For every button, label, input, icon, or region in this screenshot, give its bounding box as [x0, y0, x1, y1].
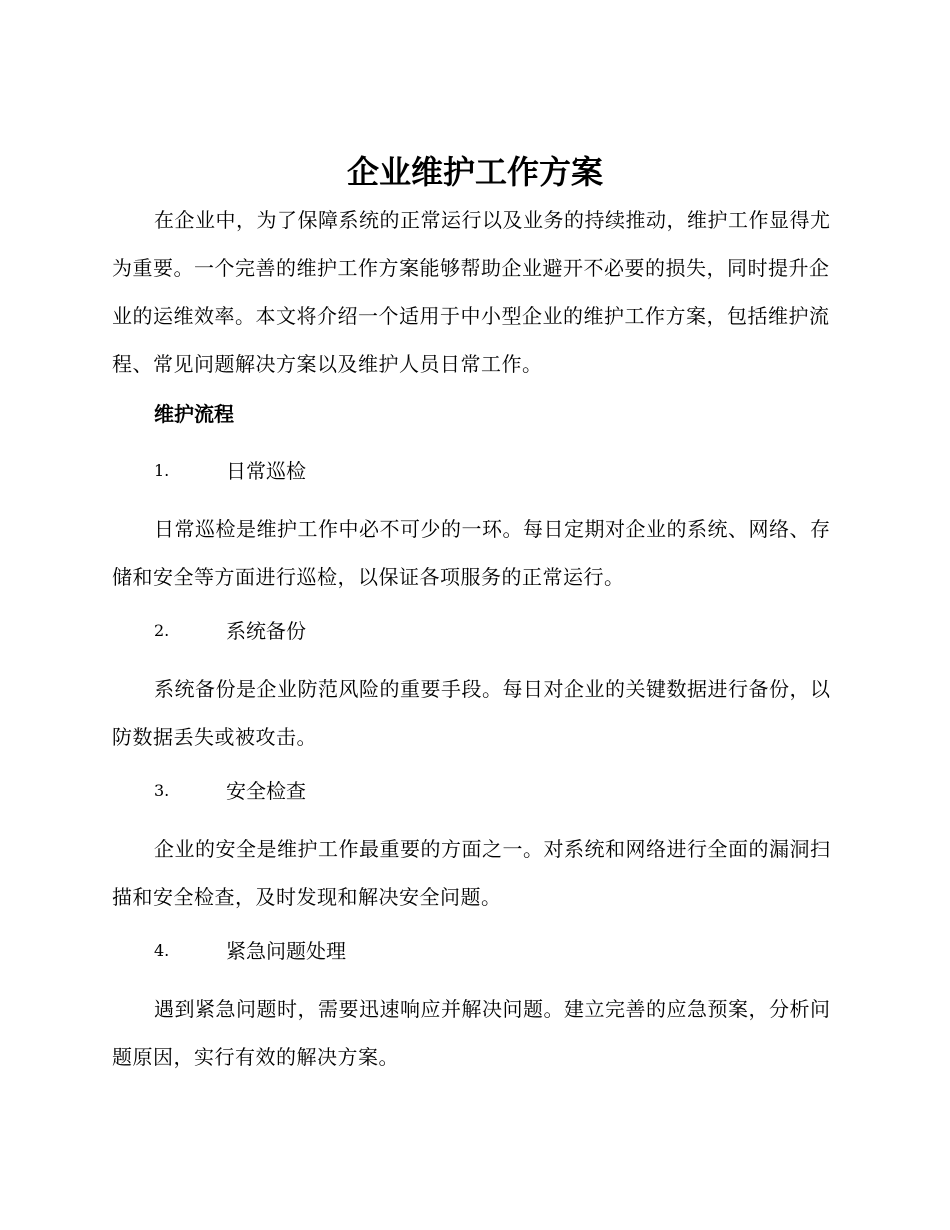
list-item-2: [154, 617, 306, 645]
list-item-label: 安全检查: [226, 779, 306, 803]
list-item-4: [154, 937, 346, 965]
item-4-paragraph: 遇到紧急问题时，需要迅速响应并解决问题。建立完善的应急预案，分析问题原因，实行有效的解决方案。: [112, 997, 831, 1069]
list-item-label: 紧急问题处理: [226, 939, 346, 963]
intro-paragraph: 在企业中，为了保障系统的正常运行以及业务的持续推动，维护工作显得尤为重要。一个完善的维护工作方案能够帮助企业避开不必要的损失，同时提升企业的运维效率。本文将介绍一个适用于中小型企业的维护工作方案，包括维护流程、常见问题解决方案以及维护人员日常工作。: [112, 208, 831, 376]
list-item-number: 1.: [154, 461, 170, 480]
item-3-paragraph: 企业的安全是维护工作最重要的方面之一。对系统和网络进行全面的漏洞扫描和安全检查，及时发现和解决安全问题。: [112, 837, 831, 909]
document-title: 企业维护工作方案: [346, 153, 603, 191]
list-item-label: 系统备份: [226, 619, 306, 643]
list-item-number: 3.: [154, 781, 170, 800]
item-2-paragraph: 系统备份是企业防范风险的重要手段。每日对企业的关键数据进行备份，以防数据丢失或被攻击。: [112, 677, 831, 749]
list-item-number: 2.: [154, 621, 170, 640]
section-heading: 维护流程: [154, 402, 234, 426]
item-1-paragraph: 日常巡检是维护工作中必不可少的一环。每日定期对企业的系统、网络、存储和安全等方面进行巡检，以保证各项服务的正常运行。: [112, 517, 831, 589]
list-item-3: [154, 777, 306, 805]
list-item-number: 4.: [154, 941, 170, 960]
list-item-1: [154, 457, 306, 485]
list-item-label: 日常巡检: [226, 459, 306, 483]
